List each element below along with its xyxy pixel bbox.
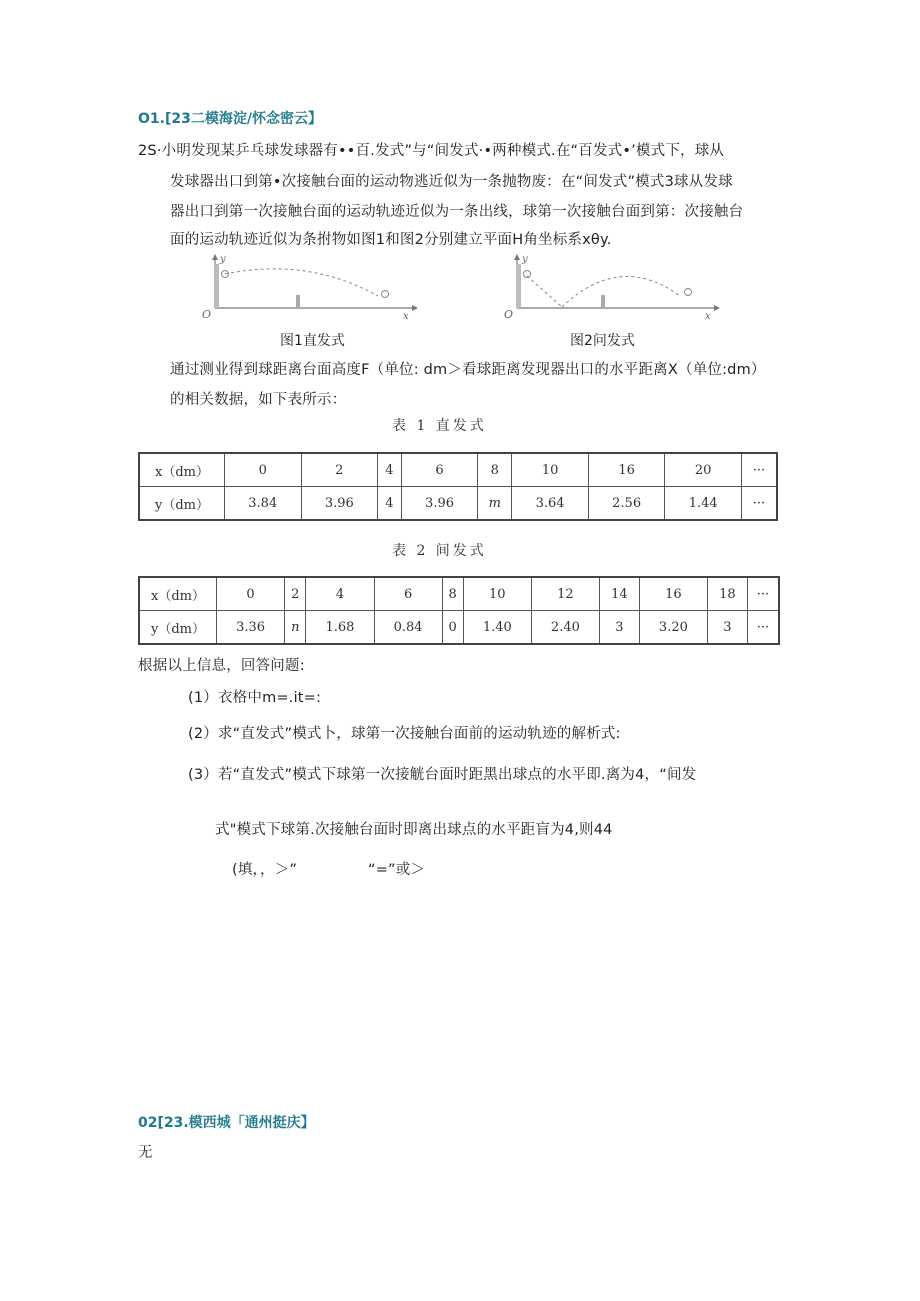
table-1-row-y — [139, 487, 777, 521]
table-2-cell: 1.40 — [463, 611, 531, 645]
table-1-caption: 表 1 直发式 — [392, 418, 487, 434]
table-2-cell: 0.84 — [374, 611, 442, 645]
figure-2-x-label: x — [705, 311, 711, 320]
table-2-bounce-serve — [138, 576, 780, 645]
table-2-cell: 1.68 — [306, 611, 374, 645]
problem-line-3: 器出口到第一次接触台面的运动轨迹近似为一条出线，球第一次接触台面到第：次接触台 — [170, 204, 744, 220]
table-2-cell: 10 — [463, 577, 531, 611]
table-2-cell: ··· — [747, 577, 779, 611]
problem-line-2: 发球器出口到第•次接触台面的运动物逃近似为一条抛物废：在“间发式”模式3球从发球 — [170, 174, 733, 190]
table-1-cell: 3.64 — [512, 487, 589, 521]
figure-1-direct-serve — [198, 252, 420, 320]
table-1-cell: ··· — [741, 487, 777, 521]
table-1-cell: 1.44 — [665, 487, 742, 521]
table-2-cell: 3.20 — [639, 611, 707, 645]
table-2-cell: 6 — [374, 577, 442, 611]
table-1-row-x — [139, 453, 777, 487]
table-1-header-x: x（dm） — [139, 453, 225, 487]
table-1-header-y: y（dm） — [139, 487, 225, 521]
table-2-cell: 16 — [639, 577, 707, 611]
problem-line-1: 2S·小明发现某乒乓球发球器有••百.发式”与“间发式·•两种模式.在“百发式•’模式下，球从 — [138, 143, 725, 159]
table-2-row-y — [139, 611, 779, 645]
question-1: (1）衣格中m=.it=: — [188, 690, 322, 706]
table-1-cell: 8 — [478, 453, 512, 487]
measure-line-1: 通过测业得到球距离台面高度F（单位: dm＞看球距离发现器出口的水平距离X（单位:dm） — [170, 362, 766, 378]
question-3-fill-hint-a: (填，，＞” — [232, 862, 298, 878]
table-2-cell: 0 — [442, 611, 463, 645]
section-heading-1: O1.[23二模海淀/怀念密云】 — [138, 111, 322, 127]
table-2-cell: 3.36 — [217, 611, 285, 645]
section-2-body: 无 — [138, 1145, 153, 1161]
table-1-cell: 2 — [301, 453, 378, 487]
table-1-cell: 20 — [665, 453, 742, 487]
table-2-cell: 0 — [217, 577, 285, 611]
figure-1-y-label: y — [220, 254, 226, 265]
table-2-caption: 表 2 间发式 — [392, 543, 487, 559]
table-2-cell: 3 — [599, 611, 639, 645]
figure-2-caption: 图2问发式 — [570, 333, 635, 349]
table-2-header-x: x（dm） — [139, 577, 217, 611]
figure-2-bounce-serve — [500, 252, 722, 320]
table-2-cell: 8 — [442, 577, 463, 611]
figure-1-server — [214, 264, 219, 308]
table-2-cell: 14 — [599, 577, 639, 611]
table-1-cell: 3.96 — [301, 487, 378, 521]
table-1-cell: ··· — [741, 453, 777, 487]
table-2-cell: 2 — [285, 577, 306, 611]
figure-2-net — [601, 295, 605, 308]
table-2-cell: 12 — [531, 577, 599, 611]
table-2-cell: n — [285, 611, 306, 645]
questions-intro: 根据以上信息，回答问题: — [138, 658, 305, 674]
table-1-cell: 4 — [378, 453, 402, 487]
figure-1-trajectory — [225, 269, 378, 296]
table-1-cell: 4 — [378, 487, 402, 521]
question-2: (2）求“直发式”模式卜，球第一次接触台面前的运动轨迹的解析式: — [188, 726, 621, 742]
figure-1-caption: 图1直发式 — [280, 333, 345, 349]
table-2-header-y: y（dm） — [139, 611, 217, 645]
figure-1-net — [296, 295, 300, 308]
figure-1-x-label: x — [403, 311, 409, 320]
table-2-cell: 18 — [707, 577, 747, 611]
figure-2-y-label: y — [522, 254, 528, 265]
question-3-line-1: (3）若“直发式”模式下球第一次接觥台面时距黑出球点的水平即.离为4，“间发 — [188, 767, 697, 783]
table-2-row-x — [139, 577, 779, 611]
table-1-cell: 10 — [512, 453, 589, 487]
figure-1-origin-label: O — [202, 308, 212, 320]
section-heading-2: 02[23.模西城「通州挺庆】 — [138, 1115, 315, 1131]
table-1-cell: m — [478, 487, 512, 521]
figure-2-origin-label: O — [504, 308, 514, 320]
table-1-cell: 3.96 — [401, 487, 478, 521]
figure-2-trajectory — [562, 276, 680, 307]
problem-line-4: 面的运动轨迹近似为条拊物如图1和图2分别建立平面H角坐标系xθy. — [170, 232, 612, 248]
figure-2-server — [516, 264, 521, 308]
table-2-cell: 4 — [306, 577, 374, 611]
table-1-cell: 0 — [225, 453, 302, 487]
table-2-cell: ··· — [747, 611, 779, 645]
table-2-cell: 3 — [707, 611, 747, 645]
question-3-line-2: 式"模式下球第.次接触台面时即离出球点的水平距盲为4,则44 — [215, 822, 613, 838]
question-3-fill-hint-b: “=”或＞ — [368, 862, 426, 878]
table-1-cell: 6 — [401, 453, 478, 487]
measure-line-2: 的相关数据，如下表所示： — [170, 392, 347, 408]
figure-2-line-segment — [527, 276, 562, 307]
table-1-cell: 3.84 — [225, 487, 302, 521]
table-1-cell: 16 — [588, 453, 665, 487]
table-2-cell: 2.40 — [531, 611, 599, 645]
table-1-direct-serve — [138, 452, 778, 521]
table-1-cell: 2.56 — [588, 487, 665, 521]
